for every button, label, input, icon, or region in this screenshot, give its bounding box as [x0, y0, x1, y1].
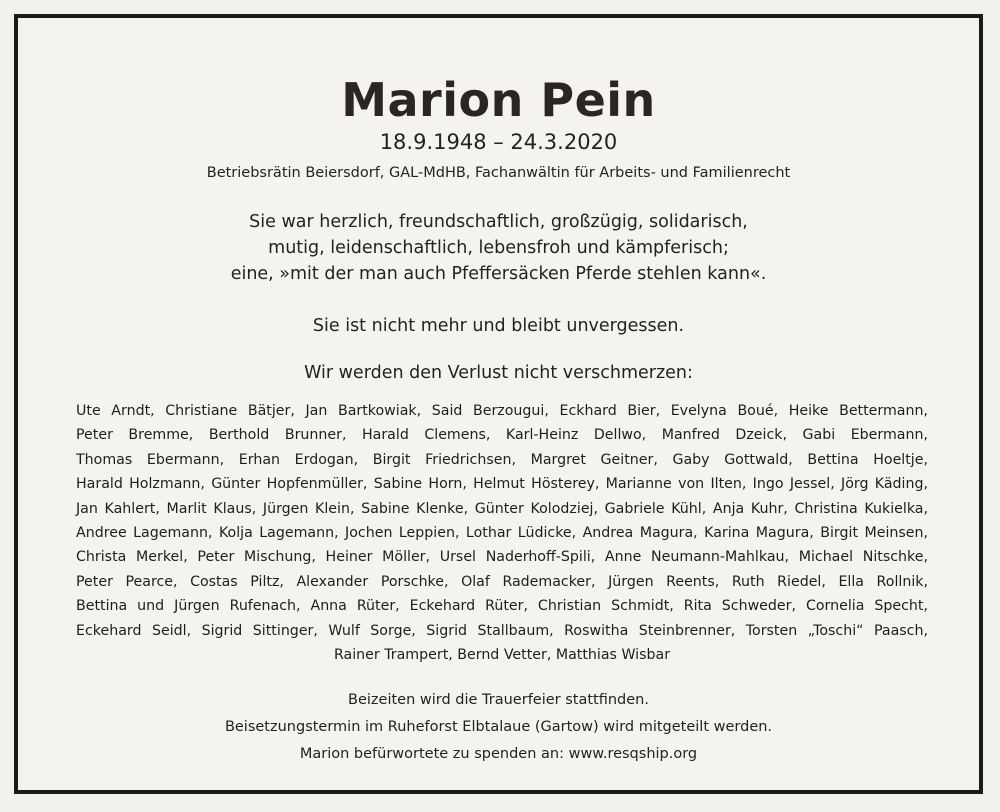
donation-note: Marion befürwortete zu spenden an: www.resqship.org: [299, 746, 698, 762]
mourners-line: Thomas Ebermann, Erhan Erdogan, Birgit Friedrichsen, Margret Geitner, Gaby Gottwald, Bettina Hoeltje,: [76, 451, 928, 468]
mourners-line: Andree Lagemann, Kolja Lagemann, Jochen Leppien, Lothar Lüdicke, Andrea Magura, Karina Magura, Birgit Meinsen,: [76, 525, 928, 542]
mourners-line: Jan Kahlert, Marlit Klaus, Jürgen Klein, Sabine Klenke, Günter Kolodziej, Gabriele Kühl, Anja Kuhr, Christina Kukielka,: [76, 500, 928, 517]
remembrance-line: Sie ist nicht mehr und bleibt unvergessen.: [312, 316, 685, 336]
loss-statement: Wir werden den Verlust nicht verschmerzen:: [304, 363, 693, 383]
funeral-service-note: Beizeiten wird die Trauerfeier stattfinden.: [348, 692, 649, 708]
tribute-text: [18, 209, 979, 287]
tribute-line: mutig, leidenschaftlich, lebensfroh und kämpferisch;: [268, 238, 729, 258]
mourners-line: Peter Pearce, Costas Piltz, Alexander Porschke, Olaf Rademacker, Jürgen Reents, Ruth Riedel, Ella Rollnik,: [76, 573, 928, 590]
obituary-notice-frame: [14, 14, 983, 794]
mourners-line: Peter Bremme, Berthold Brunner, Harald Clemens, Karl-Heinz Dellwo, Manfred Dzeick, Gabi Ebermann,: [76, 427, 928, 444]
life-dates: 18.9.1948 – 24.3.2020: [379, 130, 618, 154]
mourners-line: Ute Arndt, Christiane Bätjer, Jan Bartkowiak, Said Berzougui, Eckhard Bier, Evelyna Boué, Heike Bettermann,: [76, 403, 928, 419]
burial-date-note: Beisetzungstermin im Ruheforst Elbtalaue (Gartow) wird mitgeteilt werden.: [224, 719, 773, 735]
mourners-line: Eckehard Seidl, Sigrid Sittinger, Wulf Sorge, Sigrid Stallbaum, Roswitha Steinbrenner, Torsten „Toschi“ Paasch,: [76, 622, 928, 639]
mourners-line: Rainer Trampert, Bernd Vetter, Matthias Wisbar: [333, 647, 671, 664]
mourners-line: Harald Holzmann, Günter Hopfenmüller, Sabine Horn, Helmut Hösterey, Marianne von Ilten, Ingo Jessel, Jörg Käding,: [76, 476, 928, 493]
deceased-name: Marion Pein: [341, 73, 656, 127]
obituary-notice-content: [18, 18, 979, 790]
professional-roles: Betriebsrätin Beiersdorf, GAL-MdHB, Fachanwältin für Arbeits- und Familienrecht: [206, 165, 791, 181]
funeral-information: [18, 687, 979, 768]
tribute-line: eine, »mit der man auch Pfeffersäcken Pferde stehlen kann«.: [230, 264, 767, 284]
mourners-line: Bettina und Jürgen Rufenach, Anna Rüter, Eckehard Rüter, Christian Schmidt, Rita Schweder, Cornelia Specht,: [76, 598, 928, 615]
tribute-line: Sie war herzlich, freundschaftlich, großzügig, solidarisch,: [249, 212, 748, 232]
mourners-line: Christa Merkel, Peter Mischung, Heiner Möller, Ursel Naderhoff-Spili, Anne Neumann-Mahlkau, Michael Nitschke,: [76, 549, 928, 566]
mourners-list: [76, 399, 928, 667]
